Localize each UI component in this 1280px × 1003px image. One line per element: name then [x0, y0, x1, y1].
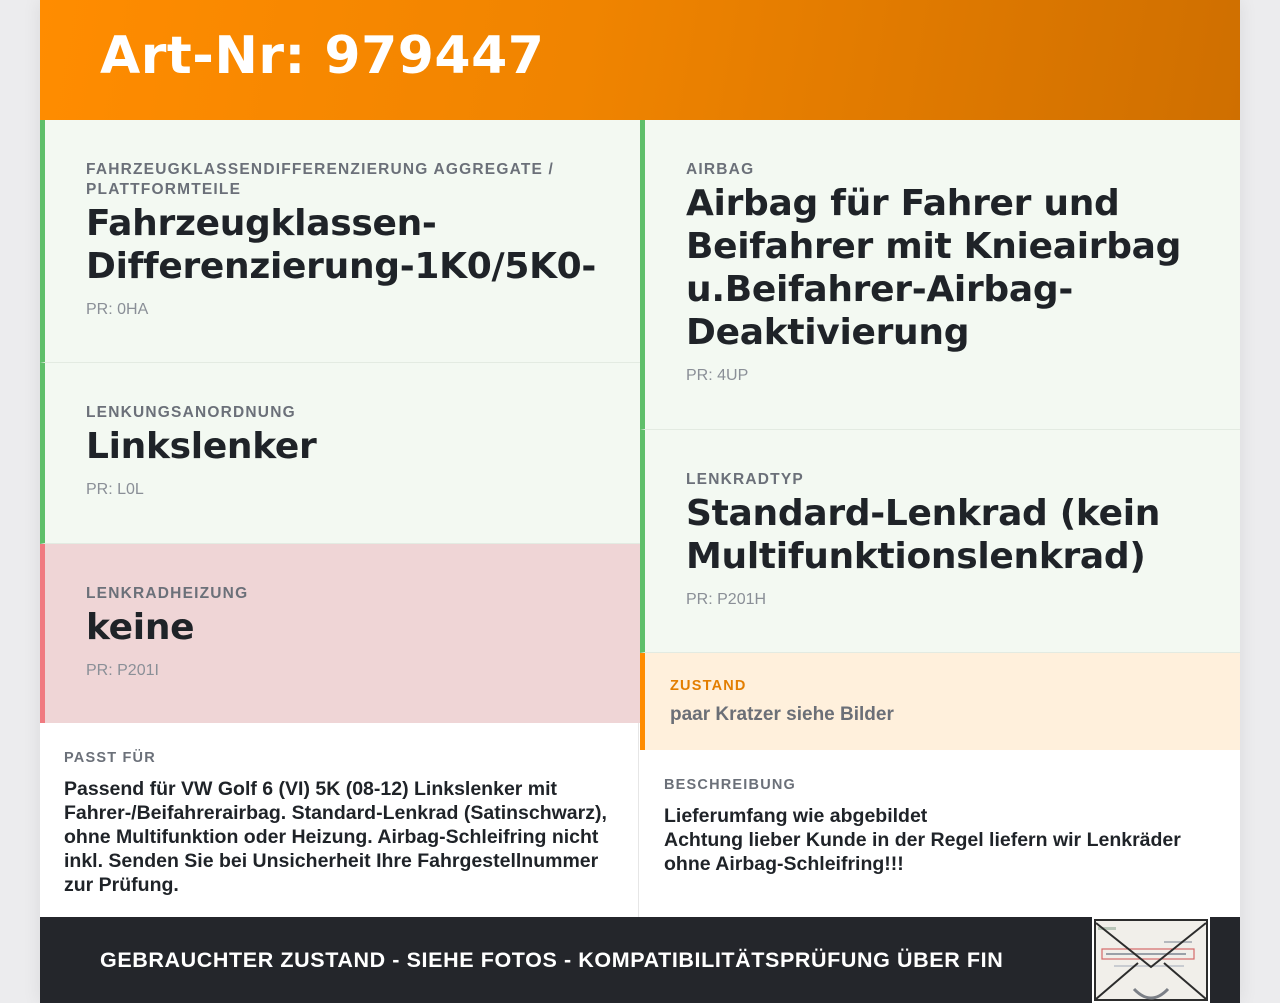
zustand-label: ZUSTAND [670, 678, 747, 694]
zustand-value: paar Kratzer siehe Bilder [670, 704, 894, 725]
article-header [40, 0, 1240, 120]
section-body: Passend für VW Golf 6 (VI) 5K (08-12) Linkslenker mit Fahrer-/Beifahrerairbag. Standard-Lenkrad (Satinschwarz), ohne Multifunktion oder Heizung. Airbag-Schleifring nicht inkl. Senden Sie bei Unsicherheit Ihre Fahrgestellnummer zur Prüfung. [64, 778, 607, 896]
card-value: Linkslenker [86, 426, 317, 467]
card-pr-code: PR: P201I [86, 662, 159, 679]
card-pr-code: PR: L0L [86, 481, 144, 498]
card-label: FAHRZEUGKLASSENDIFFERENZIERUNG AGGREGATE / PLATTFORMTEILE [86, 161, 555, 198]
card-lenkradtyp [640, 430, 1240, 653]
zustand-section [640, 653, 1240, 750]
card-value: Airbag für Fahrer und Beifahrer mit Knieairbag u.Beifahrer-Airbag-Deaktivierung [686, 183, 1182, 353]
card-value: Fahrzeugklassen-Differenzierung-1K0/5K0- [86, 203, 597, 287]
article-number-title: Art-Nr: 979447 [100, 26, 545, 86]
passt-fuer-section [40, 723, 640, 917]
footer-text: GEBRAUCHTER ZUSTAND - SIEHE FOTOS - KOMPATIBILITÄTSPRÜFUNG ÜBER FIN [100, 948, 1004, 972]
card-label: AIRBAG [686, 161, 755, 178]
card-lenkungsanordnung [40, 363, 640, 544]
card-pr-code: PR: 4UP [686, 367, 749, 384]
card-lenkradheizung [40, 544, 640, 723]
column-divider [638, 723, 639, 917]
section-label: BESCHREIBUNG [664, 777, 797, 793]
card-fahrzeugklasse [40, 120, 640, 363]
card-pr-code: PR: P201H [686, 591, 767, 608]
card-airbag [640, 120, 1240, 430]
article-sheet [40, 0, 1240, 1003]
section-label: PASST FÜR [64, 750, 156, 766]
card-value: Standard-Lenkrad (kein Multifunktionslenkrad) [686, 493, 1161, 577]
envelope-icon [1094, 919, 1208, 1001]
card-label: LENKUNGSANORDNUNG [86, 404, 296, 421]
card-pr-code: PR: 0HA [86, 301, 149, 318]
section-body: Lieferumfang wie abgebildet Achtung lieber Kunde in der Regel liefern wir Lenkräder ohne Airbag-Schleifring!!! [664, 805, 1181, 875]
card-label: LENKRADTYP [686, 471, 804, 488]
document-thumbnail[interactable] [1092, 917, 1210, 1003]
footer-bar [40, 917, 1240, 1003]
card-value: keine [86, 607, 195, 648]
beschreibung-section [640, 750, 1240, 917]
card-label: LENKRADHEIZUNG [86, 585, 249, 602]
